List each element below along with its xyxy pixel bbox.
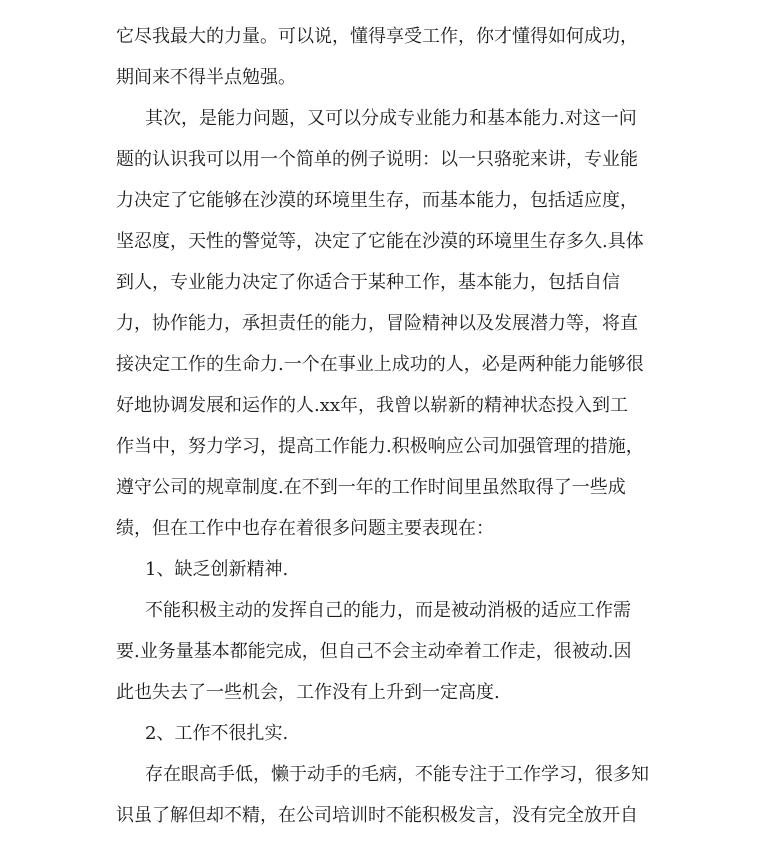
text-line: 好地协调发展和运作的人.xx年，我曾以崭新的精神状态投入到工	[116, 395, 629, 416]
text-line: 它尽我最大的力量。可以说，懂得享受工作，你才懂得如何成功，	[116, 26, 638, 47]
text-line: 力决定了它能够在沙漠的环境里生存，而基本能力，包括适应度，	[116, 190, 638, 211]
text-line: 接决定工作的生命力.一个在事业上成功的人，必是两种能力能够很	[116, 354, 644, 375]
paragraph-start-line: 存在眼高手低，懒于动手的毛病，不能专注于工作学习，很多知	[145, 764, 649, 785]
text-line: 绩，但在工作中也存在着很多问题主要表现在：	[116, 518, 494, 539]
paragraph-start-line: 其次，是能力问题，又可以分成专业能力和基本能力.对这一问	[145, 108, 637, 129]
text-line: 作当中，努力学习，提高工作能力.积极响应公司加强管理的措施，	[116, 436, 644, 457]
text-line: 此也失去了一些机会，工作没有上升到一定高度.	[116, 682, 500, 703]
text-line: 遵守公司的规章制度.在不到一年的工作时间里虽然取得了一些成	[116, 477, 626, 498]
text-line: 题的认识我可以用一个简单的例子说明：以一只骆驼来讲，专业能	[116, 149, 638, 170]
text-line: 期间来不得半点勉强。	[116, 67, 296, 88]
numbered-heading: 2、工作不很扎实.	[145, 723, 289, 744]
text-line: 要.业务量基本都能完成，但自己不会主动牵着工作走，很被动.因	[116, 641, 632, 662]
paragraph-start-line: 不能积极主动的发挥自己的能力，而是被动消极的适应工作需	[145, 600, 631, 621]
numbered-heading: 1、缺乏创新精神.	[145, 559, 289, 580]
text-line: 力，协作能力，承担责任的能力，冒险精神以及发展潜力等，将直	[116, 313, 638, 334]
text-line: 识虽了解但却不精，在公司培训时不能积极发言，没有完全放开自	[116, 805, 638, 826]
text-line: 坚忍度，天性的警觉等，决定了它能在沙漠的环境里生存多久.具体	[116, 231, 644, 252]
text-line: 到人，专业能力决定了你适合于某种工作，基本能力，包括自信	[116, 272, 620, 293]
